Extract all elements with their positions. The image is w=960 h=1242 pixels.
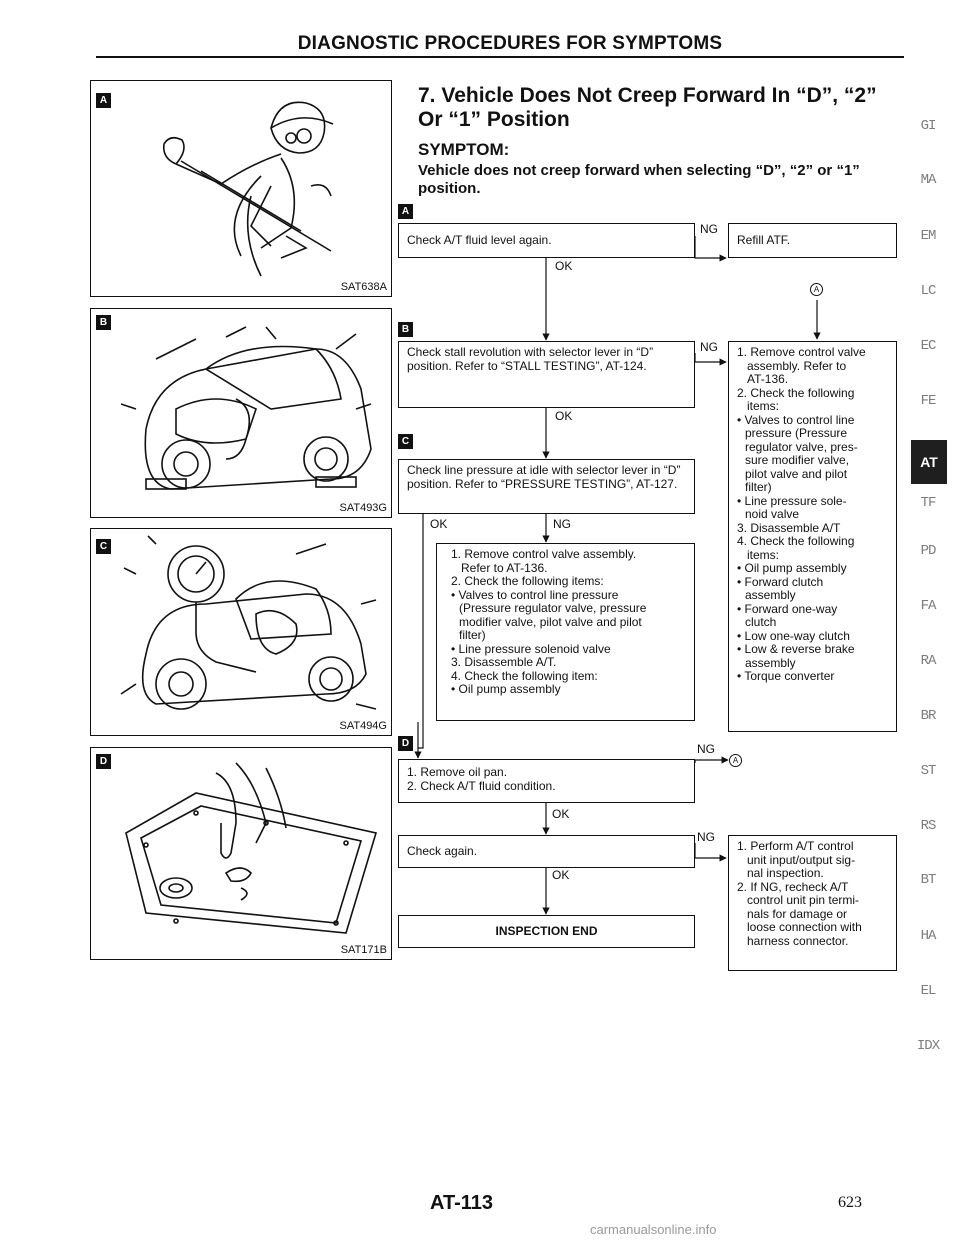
pressure-box: Check line pressure at idle with selector lever in “D” position. Refer to “PRESSURE TESTING”, AT-127.	[398, 459, 695, 514]
section-tab-el[interactable]: EL	[920, 983, 936, 999]
perform-line-3: 2. If NG, recheck A/T	[737, 879, 849, 894]
section-title-line2: Or “1” Position	[418, 108, 570, 131]
figure-tag-d: D	[96, 754, 111, 769]
section-tab-st[interactable]: ST	[920, 763, 936, 779]
perform-line-4: control unit pin termi-	[747, 893, 860, 907]
perform-line-6: loose connection with	[747, 920, 862, 934]
perform-line-5: nals for damage or	[747, 906, 848, 921]
step-tag-c: C	[398, 434, 413, 449]
figure-caption-d: SAT171B	[340, 944, 387, 956]
stall-ng-line-12: noid valve	[745, 507, 800, 521]
section-tab-lc[interactable]: LC	[920, 283, 936, 299]
step-tag-a: A	[398, 204, 413, 219]
section-tab-fa[interactable]: FA	[920, 598, 936, 614]
figure-tag-b: B	[96, 315, 111, 330]
pressure-ng-line-10: • Oil pump assembly	[451, 682, 561, 696]
section-tab-rs[interactable]: RS	[920, 818, 936, 834]
pressure-ng-line-0: 1. Remove control valve assembly.	[451, 547, 637, 561]
section-tab-pd[interactable]: PD	[920, 543, 936, 559]
ng-arrow-refill	[695, 236, 726, 258]
ok-label-4: OK	[552, 807, 570, 821]
check-again-box: Check again.	[398, 835, 695, 868]
ok-line-pressure	[418, 514, 423, 748]
watermark: carmanualsonline.info	[590, 1222, 717, 1237]
stall-ng-line-10: filter)	[745, 480, 772, 494]
stall-ng-line-19: • Forward one-way	[737, 601, 838, 616]
stall-ng-line-16: • Oil pump assembly	[737, 561, 847, 575]
stall-ng-box	[728, 341, 897, 732]
perform-line-0: 1. Perform A/T control	[737, 839, 854, 853]
figure-caption-a: SAT638A	[340, 281, 387, 293]
ok-label-2: OK	[555, 409, 573, 423]
section-tab-br[interactable]: BR	[920, 708, 936, 724]
pressure-ng-line-1: Refer to AT-136.	[461, 560, 548, 575]
stall-ng-line-18: assembly	[745, 588, 796, 602]
section-tab-at[interactable]: AT	[911, 440, 947, 484]
connector-a-bottom	[729, 754, 742, 767]
oil-pan-line-0: 1. Remove oil pan.	[407, 765, 508, 779]
ok-label-5: OK	[552, 868, 570, 882]
section-tab-ma[interactable]: MA	[920, 172, 936, 188]
oil-pan-box	[398, 759, 695, 803]
check-fluid-box: Check A/T fluid level again.	[398, 223, 695, 258]
inspection-end-box: INSPECTION END	[398, 915, 695, 948]
stall-ng-line-13: 3. Disassemble A/T	[737, 520, 841, 535]
page-header: DIAGNOSTIC PROCEDURES FOR SYMPTOMS	[297, 33, 723, 54]
ok-label-3: OK	[430, 517, 448, 531]
section-title-line1: 7. Vehicle Does Not Creep Forward In “D”, “2”	[418, 84, 877, 107]
stall-ng-line-8: sure modifier valve,	[745, 453, 850, 467]
section-tab-tf[interactable]: TF	[920, 495, 936, 511]
ng-label-5: NG	[697, 830, 715, 844]
stall-ng-line-2: AT-136.	[747, 372, 789, 386]
connector-a-top	[810, 283, 823, 296]
ng-arrow-stall	[695, 353, 726, 362]
stall-ng-line-24: • Torque converter	[737, 669, 835, 683]
pressure-ng-line-3: • Valves to control line pressure	[451, 587, 619, 602]
page-number: 623	[838, 1194, 862, 1211]
perform-line-1: unit input/output sig-	[747, 852, 856, 867]
stall-ng-line-23: assembly	[745, 655, 796, 670]
stall-ng-line-21: • Low one-way clutch	[737, 628, 850, 643]
page-code: AT-113	[430, 1192, 493, 1214]
stall-ng-line-14: 4. Check the following	[737, 534, 855, 548]
step-tag-b: B	[398, 322, 413, 337]
stall-box: Check stall revolution with selector lever in “D” position. Refer to “STALL TESTING”, AT-124.	[398, 341, 695, 408]
figure-tag-a: A	[96, 93, 111, 108]
stall-ng-line-17: • Forward clutch	[737, 574, 824, 589]
section-tab-idx[interactable]: IDX	[916, 1038, 940, 1054]
pressure-ng-line-6: filter)	[459, 628, 486, 642]
stall-ng-line-20: clutch	[745, 615, 777, 629]
ng-arrow-connector	[695, 760, 728, 763]
pressure-ng-line-7: • Line pressure solenoid valve	[451, 641, 611, 656]
stall-ng-line-15: items:	[747, 547, 780, 562]
stall-ng-line-0: 1. Remove control valve	[737, 345, 866, 359]
ng-label-4: NG	[697, 742, 715, 756]
section-tab-ec[interactable]: EC	[920, 338, 936, 354]
stall-ng-line-6: pressure (Pressure	[745, 426, 848, 440]
stall-ng-line-22: • Low & reverse brake	[737, 642, 855, 656]
pressure-ng-line-9: 4. Check the following item:	[451, 668, 598, 683]
section-tab-em[interactable]: EM	[920, 228, 936, 244]
stall-ng-line-11: • Line pressure sole-	[737, 493, 847, 508]
pressure-ng-line-4: (Pressure regulator valve, pressure	[459, 601, 647, 615]
section-tab-fe[interactable]: FE	[920, 393, 936, 409]
ng-arrow-perform	[695, 843, 726, 858]
ng-label-2: NG	[700, 340, 718, 354]
pressure-ng-line-5: modifier valve, pilot valve and pilot	[459, 614, 642, 629]
stall-ng-line-7: regulator valve, pres-	[745, 439, 858, 454]
section-tab-bt[interactable]: BT	[920, 872, 936, 888]
ng-label-1: NG	[700, 222, 718, 236]
step-tag-d: D	[398, 736, 413, 751]
pressure-ng-line-2: 2. Check the following items:	[451, 574, 604, 588]
stall-ng-line-9: pilot valve and pilot	[745, 466, 848, 481]
section-tab-ra[interactable]: RA	[920, 653, 936, 669]
oil-pan-line-1: 2. Check A/T fluid condition.	[407, 778, 556, 793]
connector-a-bottom-label: A	[732, 756, 739, 765]
perform-box	[728, 835, 897, 971]
stall-ng-line-5: • Valves to control line	[737, 412, 855, 427]
section-tab-ha[interactable]: HA	[920, 928, 936, 944]
figure-tag-c: C	[96, 539, 111, 554]
pressure-ng-box	[436, 543, 695, 721]
section-tab-gi[interactable]: GI	[920, 118, 936, 134]
stall-ng-line-3: 2. Check the following	[737, 385, 855, 400]
ng-label-3: NG	[553, 517, 571, 531]
perform-line-2: nal inspection.	[747, 866, 824, 880]
connector-a-top-label: A	[813, 285, 820, 294]
perform-line-7: harness connector.	[747, 933, 849, 948]
symptom-text: Vehicle does not creep forward when selecting “D”, “2” or “1” position.	[418, 162, 860, 197]
figure-caption-b: SAT493G	[339, 502, 387, 514]
stall-ng-line-4: items:	[747, 399, 780, 413]
stall-ng-line-1: assembly. Refer to	[747, 358, 847, 373]
pressure-ng-line-8: 3. Disassemble A/T.	[451, 655, 557, 669]
refill-box: Refill ATF.	[728, 223, 897, 258]
ok-label-1: OK	[555, 259, 573, 273]
symptom-label: SYMPTOM:	[418, 140, 510, 159]
figure-caption-c: SAT494G	[339, 720, 387, 732]
